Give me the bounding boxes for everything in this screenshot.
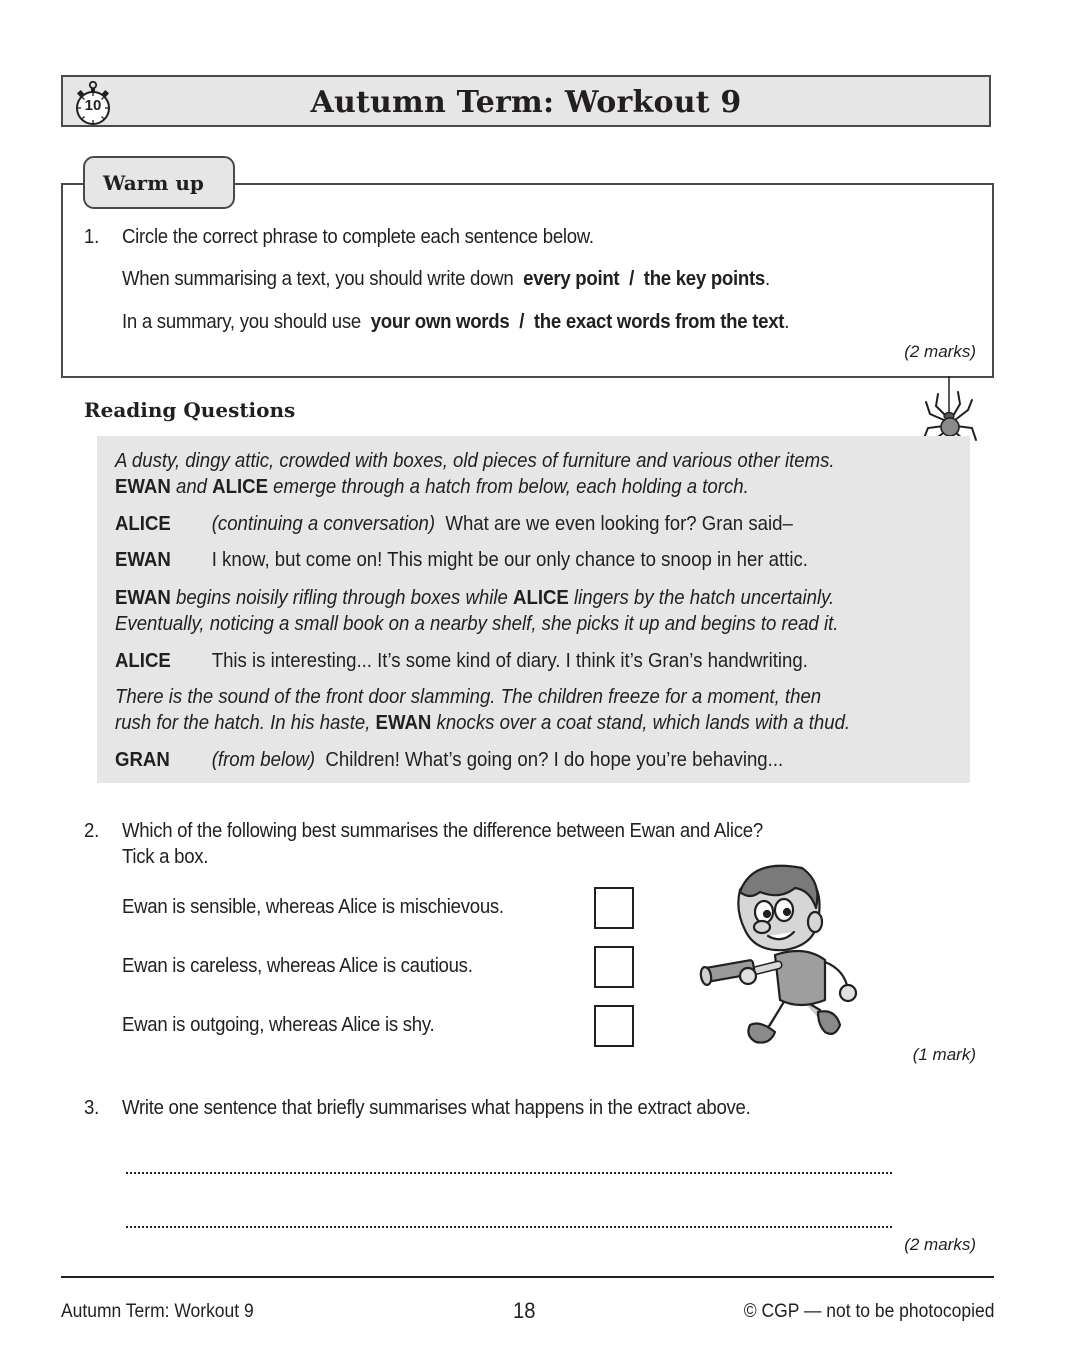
- dialogue-text: This is interesting... It’s some kind of diary. I think it’s Gran’s handwriting.: [211, 650, 808, 672]
- dialogue-line-4: [115, 749, 783, 772]
- character-name: ALICE: [212, 476, 268, 498]
- footer-divider: [61, 1276, 994, 1278]
- stage-direction: (from below): [211, 749, 316, 771]
- q1-instruction: Circle the correct phrase to complete each sentence below.: [122, 226, 594, 248]
- sentence-2-option-b[interactable]: the exact words from the text: [533, 311, 785, 333]
- q2-option-1-label: Ewan is sensible, whereas Alice is mischievous.: [122, 896, 504, 918]
- q1-number: 1.: [84, 226, 99, 248]
- character-name: EWAN: [115, 587, 171, 609]
- q2-option-1-checkbox[interactable]: [594, 887, 634, 929]
- stage-direction-1-line-2: [115, 476, 749, 499]
- footer-section-title: Autumn Term: Workout 9: [61, 1301, 254, 1322]
- character-name: EWAN: [375, 712, 432, 734]
- dialogue-line-3: [115, 650, 808, 673]
- sentence-1-separator: /: [629, 268, 635, 290]
- stage-direction: (continuing a conversation): [211, 513, 436, 535]
- reading-heading: Reading Questions: [84, 398, 296, 422]
- dialogue-line-2: [115, 549, 808, 572]
- footer-copyright: © CGP — not to be photocopied: [743, 1301, 994, 1322]
- stage-direction-3-line-2: [115, 712, 850, 735]
- stage-text: rush for the hatch. In his haste,: [115, 712, 371, 734]
- q2-option-2-label: Ewan is careless, whereas Alice is cautious.: [122, 955, 473, 977]
- sentence-2-option-a[interactable]: your own words: [370, 311, 510, 333]
- q3-marks: (2 marks): [904, 1235, 976, 1254]
- speaker-name: GRAN: [115, 749, 170, 771]
- q3-answer-line-2[interactable]: [126, 1226, 892, 1228]
- timer-minutes: 10: [84, 97, 102, 114]
- speaker-name: ALICE: [115, 650, 171, 672]
- q2-option-2-checkbox[interactable]: [594, 946, 634, 988]
- sentence-1-option-a[interactable]: every point: [523, 268, 620, 290]
- warmup-tab: [83, 156, 235, 209]
- q3-prompt: Write one sentence that briefly summarises what happens in the extract above.: [122, 1097, 751, 1119]
- q3-number: 3.: [84, 1097, 99, 1119]
- q1-sentence-1: [122, 268, 770, 291]
- stage-text: emerge through a hatch from below, each holding a torch.: [273, 476, 749, 498]
- stage-direction-1-line-1: A dusty, dingy attic, crowded with boxes, old pieces of furniture and various other items.: [115, 450, 835, 472]
- dialogue-text: I know, but come on! This might be our only chance to snoop in her attic.: [211, 549, 808, 571]
- q2-option-3-checkbox[interactable]: [594, 1005, 634, 1047]
- dialogue-text: Children! What’s going on? I do hope you’re behaving...: [325, 749, 784, 771]
- stage-text: knocks over a coat stand, which lands with a thud.: [436, 712, 851, 734]
- q2-marks: (1 mark): [912, 1045, 976, 1064]
- sentence-1-prefix: When summarising a text, you should write down: [122, 268, 514, 290]
- sentence-2-suffix: .: [784, 311, 790, 333]
- sentence-1-suffix: .: [764, 268, 770, 290]
- stage-direction-2-line-2: Eventually, noticing a small book on a nearby shelf, she picks it up and begins to read it.: [115, 613, 839, 635]
- sentence-1-option-b[interactable]: the key points: [643, 268, 765, 290]
- q1-marks: (2 marks): [904, 342, 976, 361]
- warmup-tab-label: Warm up: [103, 171, 204, 195]
- sentence-2-prefix: In a summary, you should use: [122, 311, 361, 333]
- stage-text: lingers by the hatch uncertainly.: [574, 587, 835, 609]
- stage-direction-3-line-1: There is the sound of the front door slamming. The children freeze for a moment, then: [115, 686, 822, 708]
- q2-prompt: Which of the following best summarises the difference between Ewan and Alice?: [122, 820, 763, 842]
- q1-sentence-2: [122, 311, 789, 334]
- stage-text: begins noisily rifling through boxes while: [175, 587, 508, 609]
- page-number: 18: [513, 1298, 536, 1323]
- q2-instruction: Tick a box.: [122, 846, 209, 868]
- stage-direction-2-line-1: [115, 587, 834, 610]
- speaker-name: EWAN: [115, 549, 171, 571]
- page-title: Autumn Term: Workout 9: [310, 85, 742, 120]
- q2-number: 2.: [84, 820, 99, 842]
- reading-passage: [97, 436, 970, 783]
- q2-option-3-label: Ewan is outgoing, whereas Alice is shy.: [122, 1014, 435, 1036]
- character-name: EWAN: [115, 476, 171, 498]
- character-name: ALICE: [513, 587, 569, 609]
- q3-answer-line-1[interactable]: [126, 1172, 892, 1174]
- sentence-2-separator: /: [519, 311, 525, 333]
- speaker-name: ALICE: [115, 513, 171, 535]
- dialogue-text: What are we even looking for? Gran said–: [445, 513, 793, 535]
- dialogue-line-1: [115, 513, 793, 536]
- boy-with-torch-illustration: [690, 860, 870, 1050]
- title-bar: [61, 75, 991, 127]
- stage-text: and: [175, 476, 208, 498]
